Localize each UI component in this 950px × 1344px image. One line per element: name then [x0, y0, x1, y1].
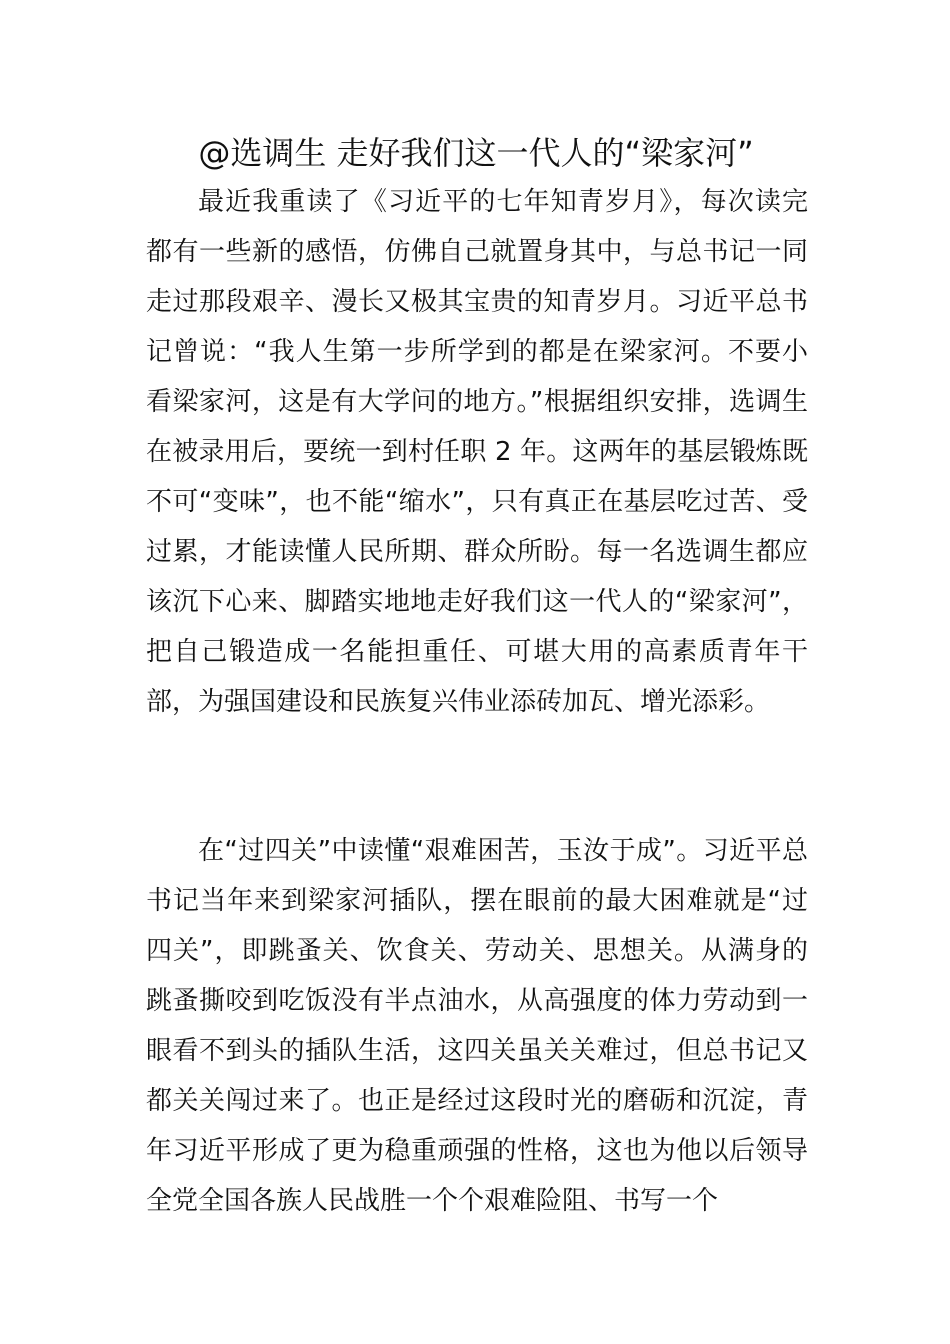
document-title: @选调生 走好我们这一代人的“梁家河”: [198, 134, 754, 172]
paragraph-2: 在“过四关”中读懂“艰难困苦，玉汝于成”。习近平总书记当年来到梁家河插队，摆在眼前的最大困难就是“过四关”，即跳蚤关、饮食关、劳动关、思想关。从满身的跳蚤撕咬到吃饭没有半点油水，从高强度的体力劳动到一眼看不到头的插队生活，这四关虽关关难过，但总书记又都关关闯过来了。也正是经过这段时光的磨砺和沉淀，青年习近平形成了更为稳重顽强的性格，这也为他以后领导全党全国各族人民战胜一个个艰难险阻、书写一个: [146, 836, 808, 1216]
paragraph-1: 最近我重读了《习近平的七年知青岁月》，每次读完都有一些新的感悟，仿佛自己就置身其中，与总书记一同走过那段艰辛、漫长又极其宝贵的知青岁月。习近平总书记曾说：“我人生第一步所学到的都是在梁家河。不要小看梁家河，这是有大学问的地方。”根据组织安排，选调生在被录用后，要统一到村任职 2 年。这两年的基层锻炼既不可“变味”，也不能“缩水”，只有真正在基层吃过苦、受过累，才能读懂人民所期、群众所盼。每一名选调生都应该沉下心来、脚踏实地地走好我们这一代人的“梁家河”，把自己锻造成一名能担重任、可堪大用的高素质青年干部，为强国建设和民族复兴伟业添砖加瓦、增光添彩。: [146, 187, 808, 717]
